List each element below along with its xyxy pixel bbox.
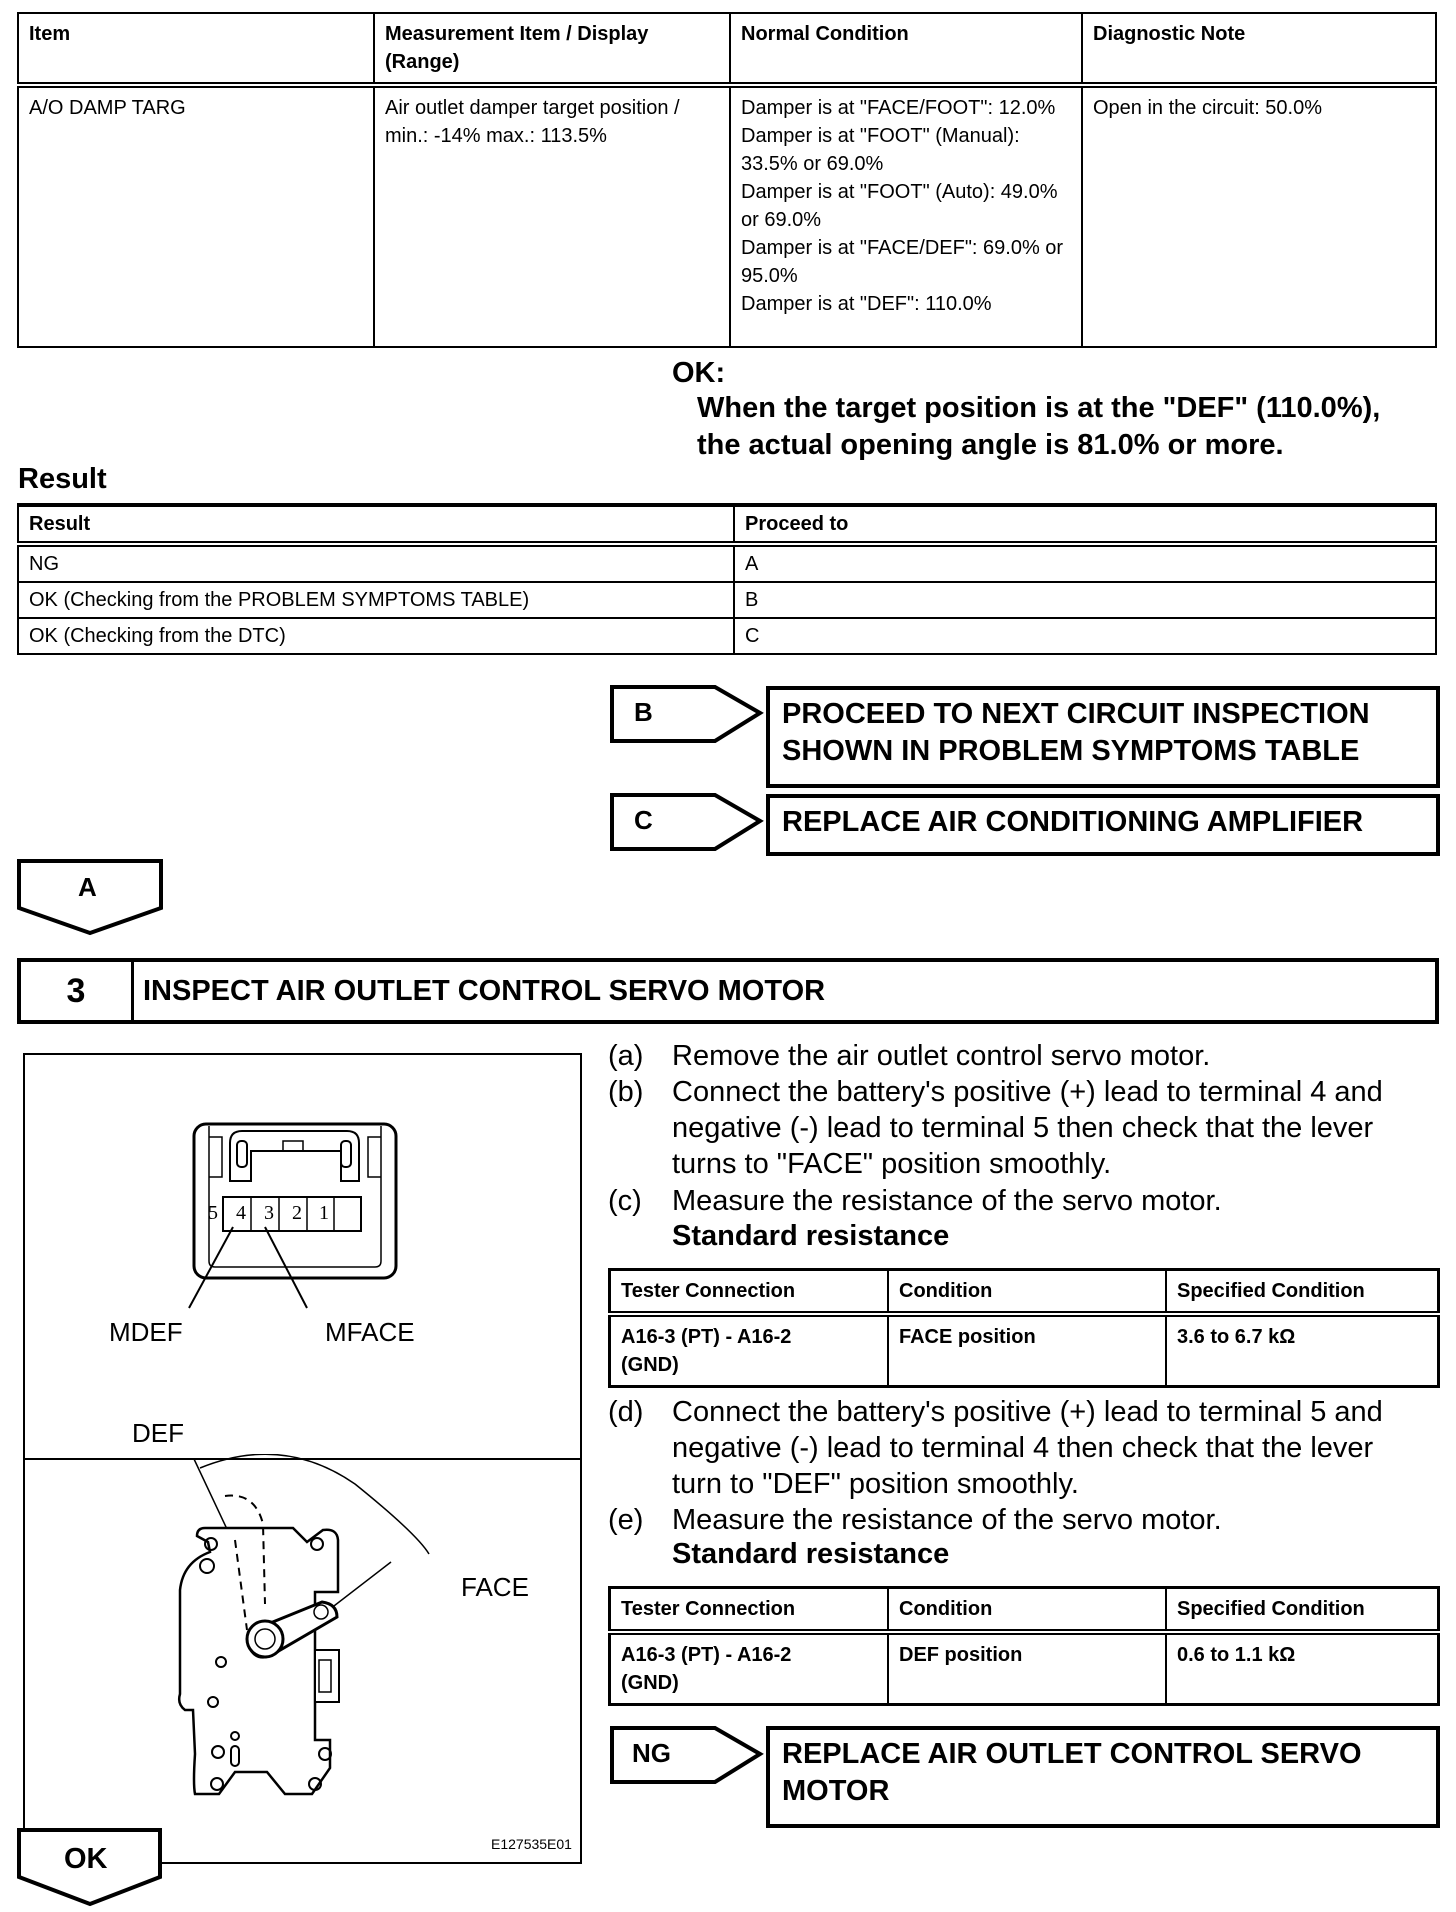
header-condition: Condition: [888, 1270, 1166, 1315]
table-header-row: [610, 1588, 1439, 1633]
instruction-line: turn to "DEF" position smoothly.: [672, 1468, 1079, 1500]
condition-line: Damper is at "FACE/DEF": 69.0% or 95.0%: [741, 237, 1064, 287]
instruction-text: Measure the resistance of the servo motor.: [672, 1504, 1222, 1536]
action-line: PROCEED TO NEXT CIRCUIT INSPECTION: [782, 698, 1370, 730]
label-mface: MFACE: [325, 1317, 415, 1347]
ok-criteria-text: [697, 390, 1380, 464]
condition-line: Damper is at "FOOT" (Auto): 49.0% or 69.0%: [741, 181, 1058, 231]
connection-line: A16-3 (PT) - A16-2: [621, 1644, 792, 1666]
instruction-c: [608, 1183, 1448, 1219]
cell-measurement: Air outlet damper target position / min.: -14% max.: 113.5%: [374, 85, 730, 347]
cell-tester-connection: [610, 1632, 889, 1705]
cell-normal-condition: [730, 85, 1082, 347]
instruction-letter: (b): [608, 1076, 644, 1108]
branch-a-tag[interactable]: [16, 858, 166, 936]
branch-ng-tag[interactable]: [610, 1726, 765, 1786]
action-line: SHOWN IN PROBLEM SYMPTOMS TABLE: [782, 735, 1360, 767]
cell-result: OK (Checking from the PROBLEM SYMPTOMS TABLE): [18, 582, 734, 618]
connection-line: (GND): [621, 1354, 679, 1376]
instruction-text: Remove the air outlet control servo motor.: [672, 1040, 1211, 1072]
header-condition: Condition: [888, 1588, 1166, 1633]
pin-4: 4: [236, 1202, 246, 1224]
cell-proceed: C: [734, 618, 1436, 654]
table-row: [18, 85, 1436, 347]
instruction-letter: (a): [608, 1040, 644, 1072]
ok-criteria-label: OK:: [672, 357, 726, 389]
instruction-text: [672, 1074, 1432, 1182]
step-title: INSPECT AIR OUTLET CONTROL SERVO MOTOR: [143, 974, 826, 1007]
result-heading: Result: [18, 463, 107, 495]
action-line: REPLACE AIR OUTLET CONTROL SERVO: [782, 1738, 1362, 1770]
cell-item: A/O DAMP TARG: [18, 85, 374, 347]
cell-condition: DEF position: [888, 1632, 1166, 1705]
standard-resistance-label: Standard resistance: [672, 1220, 950, 1252]
instruction-b: [608, 1074, 1448, 1182]
instruction-d: [608, 1394, 1448, 1502]
header-measurement: Measurement Item / Display (Range): [374, 13, 730, 85]
header-result: Result: [18, 505, 734, 544]
instruction-line: Connect the battery's positive (+) lead to terminal 4 and: [672, 1076, 1383, 1108]
label-face: FACE: [461, 1572, 529, 1602]
branch-a-label: A: [78, 872, 97, 902]
branch-c-action: REPLACE AIR CONDITIONING AMPLIFIER: [766, 794, 1440, 856]
branch-ng-label: NG: [632, 1738, 671, 1768]
branch-ok-label: OK: [64, 1843, 108, 1875]
standard-resistance-label: Standard resistance: [672, 1538, 950, 1570]
instruction-line: turns to "FACE" position smoothly.: [672, 1148, 1112, 1180]
ok-criteria-line: the actual opening angle is 81.0% or more.: [697, 429, 1284, 461]
resistance-table-face: [608, 1268, 1440, 1388]
pin-5: 5: [208, 1202, 218, 1224]
header-proceed-to: Proceed to: [734, 505, 1436, 544]
pin-2: 2: [292, 1202, 302, 1224]
cell-specified-condition: 3.6 to 6.7 kΩ: [1166, 1314, 1439, 1387]
instruction-e: [608, 1502, 1448, 1538]
branch-b-label: B: [634, 697, 653, 727]
instruction-text: Measure the resistance of the servo motor.: [672, 1185, 1222, 1217]
cell-result: OK (Checking from the DTC): [18, 618, 734, 654]
branch-ok-tag[interactable]: [16, 1827, 166, 1907]
figure-code: E127535E01: [491, 1836, 572, 1852]
branch-b-action: [766, 686, 1440, 788]
label-mdef: MDEF: [109, 1317, 183, 1347]
action-line: MOTOR: [782, 1775, 890, 1807]
branch-ng-action: [766, 1726, 1440, 1828]
data-list-table: [17, 12, 1437, 348]
condition-line: Damper is at "FACE/FOOT": 12.0%: [741, 97, 1056, 119]
cell-diagnostic-note: Open in the circuit: 50.0%: [1082, 85, 1436, 347]
branch-b-tag[interactable]: [610, 685, 765, 745]
header-normal-condition: Normal Condition: [730, 13, 1082, 85]
instruction-letter: (e): [608, 1504, 644, 1536]
condition-line: Damper is at "FOOT" (Manual): 33.5% or 69.0%: [741, 125, 1020, 175]
connection-line: (GND): [621, 1672, 679, 1694]
instruction-text: [672, 1394, 1432, 1502]
instruction-letter: (c): [608, 1185, 642, 1217]
table-row: [610, 1632, 1439, 1705]
header-specified-condition: Specified Condition: [1166, 1588, 1439, 1633]
resistance-table-def: [608, 1586, 1440, 1706]
pin-1: 1: [319, 1202, 329, 1224]
instruction-line: negative (-) lead to terminal 4 then check that the lever: [672, 1432, 1374, 1464]
cell-specified-condition: 0.6 to 1.1 kΩ: [1166, 1632, 1439, 1705]
cell-result: NG: [18, 544, 734, 582]
table-row: [610, 1314, 1439, 1387]
ok-criteria-line: When the target position is at the "DEF" (110.0%),: [697, 392, 1381, 424]
step-number: 3: [21, 962, 134, 1020]
instruction-line: negative (-) lead to terminal 5 then check that the lever: [672, 1112, 1374, 1144]
branch-c-tag[interactable]: [610, 793, 765, 853]
cell-proceed: B: [734, 582, 1436, 618]
servo-connector-figure: [23, 1053, 582, 1460]
instruction-line: Connect the battery's positive (+) lead to terminal 5 and: [672, 1396, 1383, 1428]
connection-line: A16-3 (PT) - A16-2: [621, 1326, 792, 1348]
label-def: DEF: [132, 1418, 184, 1448]
table-row: [18, 582, 1436, 618]
table-header-row: [18, 505, 1436, 544]
result-table: [17, 503, 1437, 655]
pin-3: 3: [264, 1202, 274, 1224]
header-item: Item: [18, 13, 374, 85]
instruction-letter: (d): [608, 1396, 644, 1428]
cell-proceed: A: [734, 544, 1436, 582]
table-header-row: [18, 13, 1436, 85]
header-specified-condition: Specified Condition: [1166, 1270, 1439, 1315]
step-header: [17, 958, 1439, 1024]
table-header-row: [610, 1270, 1439, 1315]
header-diagnostic-note: Diagnostic Note: [1082, 13, 1436, 85]
cell-condition: FACE position: [888, 1314, 1166, 1387]
condition-line: Damper is at "DEF": 110.0%: [741, 293, 992, 315]
cell-tester-connection: [610, 1314, 889, 1387]
header-tester-connection: Tester Connection: [610, 1588, 889, 1633]
instruction-a: [608, 1038, 1448, 1074]
branch-c-label: C: [634, 805, 653, 835]
table-row: [18, 544, 1436, 582]
table-row: [18, 618, 1436, 654]
connector-diagram-icon: [25, 1055, 580, 1460]
servo-motor-figure: [23, 1454, 582, 1864]
header-tester-connection: Tester Connection: [610, 1270, 889, 1315]
servo-motor-drawing-icon: [25, 1454, 580, 1862]
